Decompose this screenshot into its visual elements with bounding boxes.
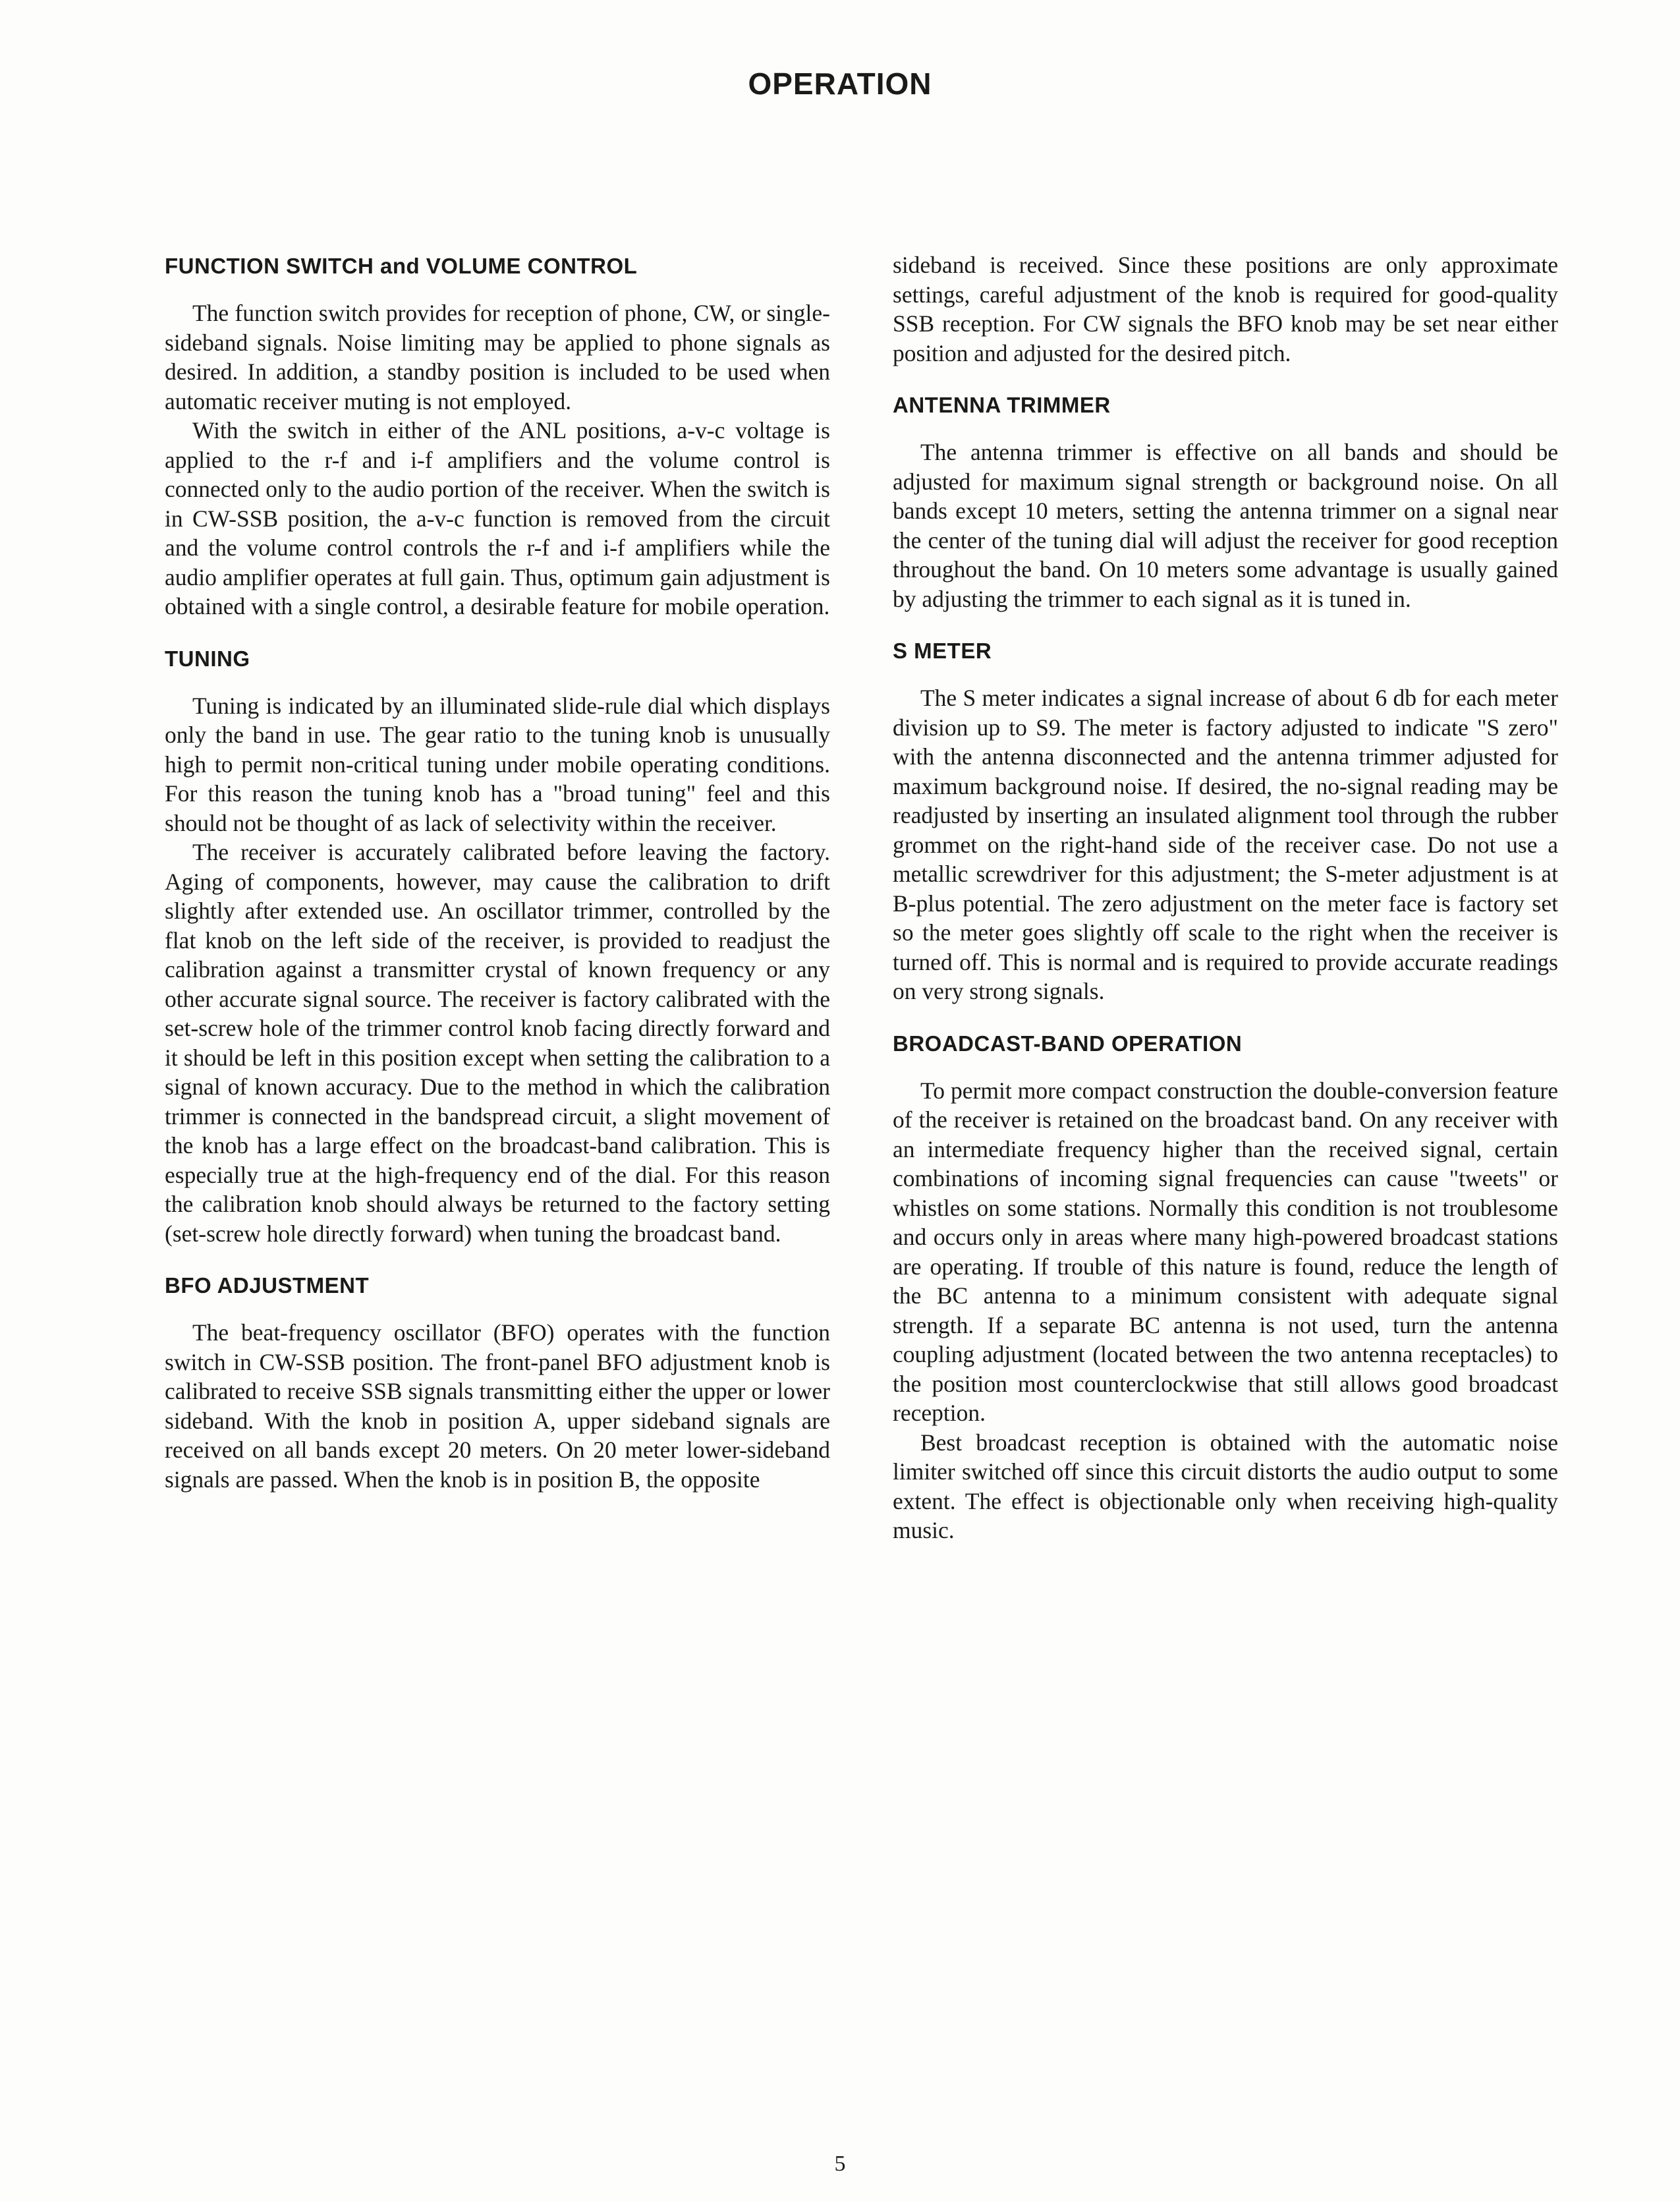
section-function-switch <box>165 254 830 621</box>
section-heading: TUNING <box>165 646 250 671</box>
paragraph: The receiver is accurately calibrated before leaving the factory. Aging of components, however, may cause the calibration to drift slightly after extended use. An oscillator trimmer, controlled by the flat knob on the left side of the receiver, is provided to readjust the calibration against a transmitter crystal of known frequency or any other accurate signal source. The receiver is factory calibrated with the set-screw hole of the trimmer control knob facing directly forward and it should be left in this position except when setting the calibration to a signal of known accuracy. Due to the method in which the calibration trimmer is connected in the bandspread circuit, a slight movement of the knob has a large effect on the broadcast-band calibration. This is especially true at the high-frequency end of the dial. For this reason the calibration knob should always be returned to the factory setting (set-screw hole directly forward) when tuning the broadcast band. <box>165 839 830 1247</box>
left-column <box>165 254 830 1519</box>
section-bfo-adjustment <box>165 1273 830 1494</box>
right-column <box>893 250 1558 1570</box>
section-heading: BFO ADJUSTMENT <box>165 1273 370 1298</box>
section-broadcast-band <box>893 1031 1558 1545</box>
page-title: OPERATION <box>748 67 932 101</box>
paragraph: To permit more compact construction the double-conversion feature of the receiver is retained on the broadcast band. On any receiver with an intermediate frequency higher than the received signal, certain combinations of incoming signal frequencies can cause "tweets" or whistles on some stations. Normally this condition is not troublesome and occurs only in areas where many high-powered broadcast stations are operating. If trouble of this nature is found, reduce the length of the BC antenna to a minimum consistent with adequate signal strength. If a separate BC antenna is not used, turn the antenna coupling adjustment (located between the two antenna receptacles) to the position most counterclockwise that still allows good broadcast reception. <box>893 1077 1558 1426</box>
section-heading: ANTENNA TRIMMER <box>893 393 1111 417</box>
section-heading: FUNCTION SWITCH and VOLUME CONTROL <box>165 254 638 278</box>
section-heading: S METER <box>893 639 992 663</box>
paragraph: Tuning is indicated by an illuminated slide-rule dial which displays only the band in use. The gear ratio to the tuning knob is unusually high to permit non-critical tuning under mobile operating conditions. For this reason the tuning knob has a "broad tuning" feel and this should not be thought of as lack of selectivity within the receiver. <box>165 692 830 836</box>
paragraph: The function switch provides for reception of phone, CW, or single-sideband signals. Noise limiting may be applied to phone signals as desired. In addition, a standby position is included to be used when automatic receiver muting is not employed. <box>165 300 830 414</box>
paragraph: Best broadcast reception is obtained with the automatic noise limiter switched off since this circuit distorts the audio output to some extent. The effect is objectionable only when receiving high-quality music. <box>893 1429 1558 1543</box>
section-antenna-trimmer <box>893 393 1558 614</box>
section-heading: BROADCAST-BAND OPERATION <box>893 1031 1243 1056</box>
section-tuning <box>165 646 830 1249</box>
paragraph: sideband is received. Since these positions are only approximate settings, careful adjustment of the knob is required for good-quality SSB reception. For CW signals the BFO knob may be set near either position and adjusted for the desired pitch. <box>893 252 1558 366</box>
paragraph: The antenna trimmer is effective on all bands and should be adjusted for maximum signal strength or background noise. On all bands except 10 meters, setting the antenna trimmer on a signal near the center of the tuning dial will adjust the receiver for good reception throughout the band. On 10 meters some advantage is usually gained by adjusting the trimmer to each signal as it is tuned in. <box>893 439 1558 612</box>
section-s-meter <box>893 639 1558 1006</box>
page-number: 5 <box>834 2152 846 2176</box>
paragraph: The beat-frequency oscillator (BFO) operates with the function switch in CW-SSB position. The front-panel BFO adjustment knob is calibrated to receive SSB signals transmitting either the upper or lower sideband. With the knob in position A, upper sideband signals are received on all bands except 20 meters. On 20 meter lower-sideband signals are passed. When the knob is in position B, the opposite <box>165 1319 830 1493</box>
section-bfo-continued <box>893 250 1558 368</box>
paragraph: The S meter indicates a signal increase of about 6 db for each meter division up to S9. The meter is factory adjusted to indicate "S zero" with the antenna disconnected and the antenna trimmer adjusted for maximum background noise. If desired, the no-signal reading may be readjusted by inserting an insulated alignment tool through the rubber grommet on the right-hand side of the receiver case. Do not use a metallic screwdriver for this adjustment; the S-meter adjustment is at B-plus potential. The zero adjustment on the meter face is factory set so the meter goes slightly off scale to the right when the receiver is turned off. This is normal and is required to provide accurate readings on very strong signals. <box>893 685 1558 1004</box>
paragraph: With the switch in either of the ANL positions, a-v-c voltage is applied to the r-f and i-f amplifiers and the volume control is connected only to the audio portion of the receiver. When the switch is in CW-SSB position, the a-v-c function is removed from the circuit and the volume control controls the r-f and i-f amplifiers while the audio amplifier operates at full gain. Thus, optimum gain adjustment is obtained with a single control, a desirable feature for mobile operation. <box>165 417 830 619</box>
